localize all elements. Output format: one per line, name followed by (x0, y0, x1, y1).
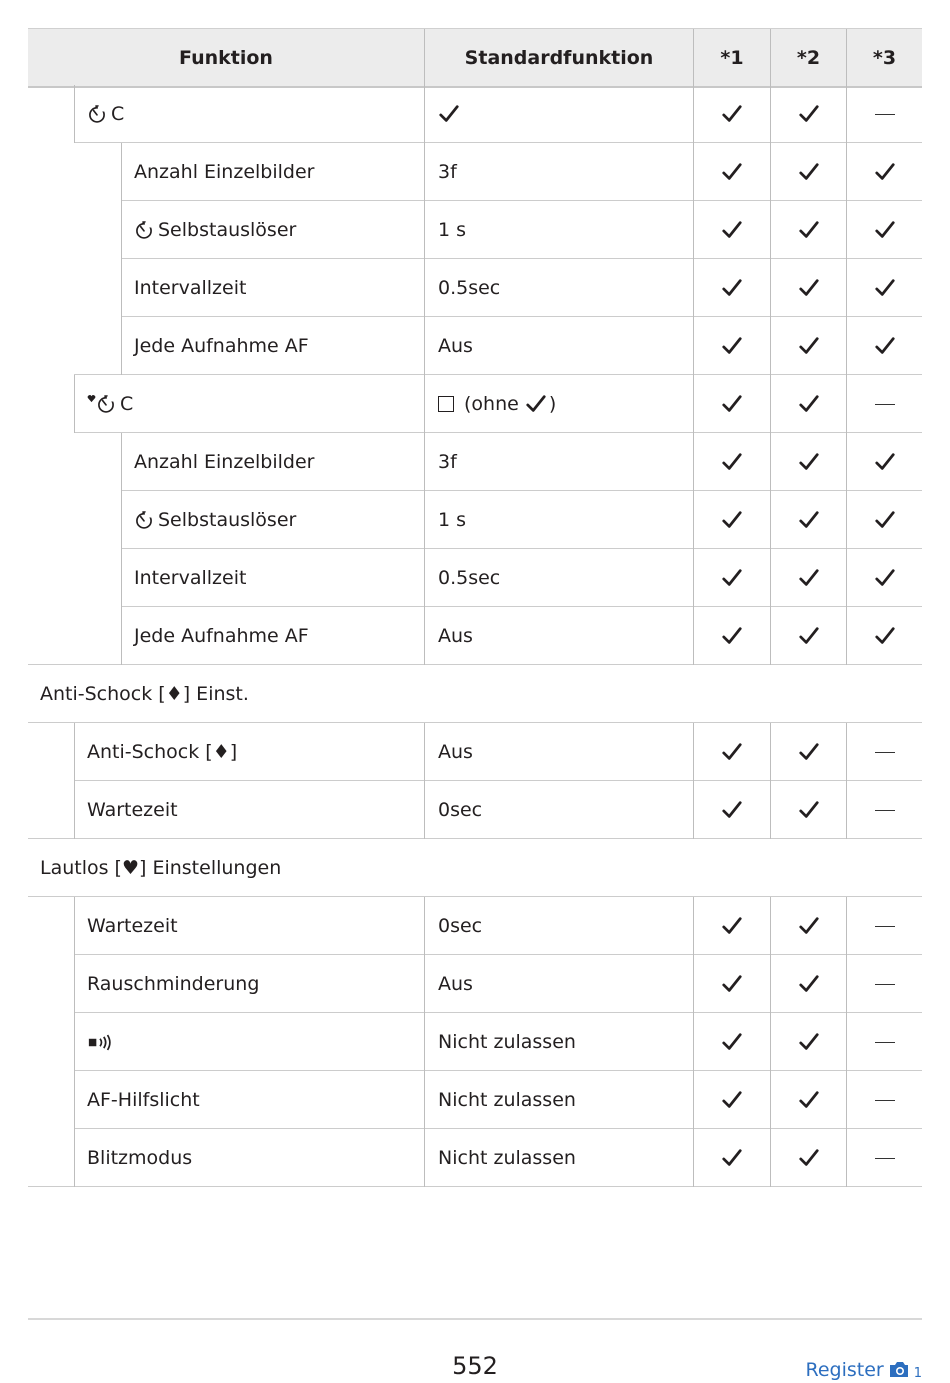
check-icon (798, 1089, 820, 1111)
mark-cell-c1 (693, 375, 770, 433)
timer-icon (134, 510, 158, 530)
check-icon (798, 509, 820, 531)
check-icon (874, 567, 896, 589)
header-col1: *1 (693, 29, 770, 86)
function-label: Lautlos [♥] Einstellungen (40, 857, 282, 879)
check-icon (721, 625, 743, 647)
default-value-cell (424, 85, 693, 143)
function-cell (74, 1071, 424, 1129)
check-icon (874, 161, 896, 183)
mark-cell-c1 (693, 955, 770, 1013)
check-icon (721, 973, 743, 995)
mark-cell-c2 (770, 955, 846, 1013)
mark-cell-c3 (846, 433, 922, 491)
default-value: Nicht zulassen (438, 1031, 576, 1053)
table-row (28, 549, 922, 607)
default-value-cell (424, 955, 693, 1013)
mark-cell-c1 (693, 433, 770, 491)
mark-cell-c2 (770, 143, 846, 201)
check-icon (798, 973, 820, 995)
function-label: Selbstauslöser (158, 509, 297, 531)
section-row (28, 665, 922, 723)
table-row (28, 1071, 922, 1129)
function-cell (74, 781, 424, 839)
check-icon (721, 1147, 743, 1169)
camera-menu-icon (888, 1360, 914, 1380)
check-icon (874, 451, 896, 473)
mark-cell-c2 (770, 1013, 846, 1071)
function-cell (121, 201, 424, 259)
dash-mark (875, 1158, 895, 1159)
table-row (28, 433, 922, 491)
table-row (28, 1129, 922, 1187)
check-icon (798, 915, 820, 937)
default-value: 0sec (438, 799, 483, 821)
default-value-cell (424, 549, 693, 607)
dash-mark (875, 404, 895, 405)
check-icon (721, 741, 743, 763)
mark-cell-c2 (770, 781, 846, 839)
mark-cell-c2 (770, 259, 846, 317)
function-label: Selbstauslöser (158, 219, 297, 241)
function-cell (121, 143, 424, 201)
check-icon (721, 567, 743, 589)
dash-mark (875, 114, 895, 115)
mark-cell-c3 (846, 143, 922, 201)
table-row (28, 259, 922, 317)
mark-cell-c3 (846, 781, 922, 839)
function-cell (121, 607, 424, 665)
check-icon (798, 219, 820, 241)
check-icon (721, 799, 743, 821)
mark-cell-c1 (693, 549, 770, 607)
default-value-cell (424, 1013, 693, 1071)
register-label: Register (805, 1358, 884, 1381)
mark-cell-c2 (770, 723, 846, 781)
mark-cell-c2 (770, 317, 846, 375)
mark-cell-c2 (770, 1129, 846, 1187)
table-row (28, 607, 922, 665)
check-icon (798, 799, 820, 821)
dash-mark (875, 810, 895, 811)
header-col3: *3 (846, 29, 922, 86)
table-row (28, 955, 922, 1013)
default-value: 0.5sec (438, 277, 501, 299)
check-icon (798, 567, 820, 589)
mark-cell-c2 (770, 549, 846, 607)
function-cell (74, 1129, 424, 1187)
function-label: Intervallzeit (134, 567, 247, 589)
default-value-cell (424, 433, 693, 491)
speaker-icon (87, 1033, 115, 1052)
table-row (28, 143, 922, 201)
mark-cell-c3 (846, 1013, 922, 1071)
default-value-cell (424, 607, 693, 665)
table-row (28, 1013, 922, 1071)
mark-cell-c1 (693, 1013, 770, 1071)
default-value: 0sec (438, 915, 483, 937)
check-icon (874, 277, 896, 299)
mark-cell-c1 (693, 723, 770, 781)
default-value-cell (424, 781, 693, 839)
function-label: Anti-Schock [♦] Einst. (40, 683, 249, 705)
mark-cell-c3 (846, 1071, 922, 1129)
function-cell (74, 1013, 424, 1071)
mark-cell-c2 (770, 433, 846, 491)
header-standard: Standardfunktion (424, 29, 693, 86)
default-value-cell (424, 317, 693, 375)
check-icon (721, 219, 743, 241)
mark-cell-c1 (693, 897, 770, 955)
function-label: C (120, 393, 134, 415)
header-funktion: Funktion (179, 46, 273, 69)
default-value-cell (424, 897, 693, 955)
mark-cell-c2 (770, 607, 846, 665)
default-value: Aus (438, 741, 473, 763)
check-icon (874, 509, 896, 531)
function-label: Wartezeit (87, 799, 178, 821)
check-icon (874, 625, 896, 647)
function-cell (74, 723, 424, 781)
mark-cell-c1 (693, 201, 770, 259)
footer-divider (28, 1318, 922, 1320)
default-value-cell (424, 1071, 693, 1129)
header-col2: *2 (770, 29, 846, 86)
check-icon (798, 1031, 820, 1053)
mark-cell-c3 (846, 375, 922, 433)
table-row (28, 201, 922, 259)
default-value: 3f (438, 161, 457, 183)
function-cell (28, 665, 922, 723)
function-label: Anzahl Einzelbilder (134, 451, 315, 473)
function-label: Blitzmodus (87, 1147, 193, 1169)
function-label: Anzahl Einzelbilder (134, 161, 315, 183)
function-cell (121, 491, 424, 549)
function-label: Intervallzeit (134, 277, 247, 299)
mark-cell-c1 (693, 143, 770, 201)
function-cell (28, 839, 922, 897)
function-cell (121, 549, 424, 607)
default-value-cell (424, 491, 693, 549)
function-cell (121, 259, 424, 317)
check-icon (721, 915, 743, 937)
mark-cell-c1 (693, 1129, 770, 1187)
check-icon (798, 277, 820, 299)
mark-cell-c1 (693, 317, 770, 375)
table-header (28, 28, 922, 88)
checkbox-square-icon (438, 396, 454, 412)
function-cell (121, 433, 424, 491)
mark-cell-c3 (846, 955, 922, 1013)
mark-cell-c2 (770, 897, 846, 955)
default-value: Aus (438, 625, 473, 647)
function-label: AF-Hilfslicht (87, 1089, 200, 1111)
mark-cell-c1 (693, 1071, 770, 1129)
silent-timer-icon (87, 394, 120, 414)
table-row (28, 723, 922, 781)
table-row (28, 781, 922, 839)
default-value: Nicht zulassen (438, 1147, 576, 1169)
default-value-cell (424, 723, 693, 781)
mark-cell-c3 (846, 723, 922, 781)
mark-cell-c3 (846, 317, 922, 375)
function-label: Anti-Schock [♦] (87, 741, 238, 763)
dash-mark (875, 1042, 895, 1043)
default-value: 1 s (438, 219, 467, 241)
mark-cell-c3 (846, 491, 922, 549)
timer-icon (87, 104, 111, 124)
default-value-cell (424, 259, 693, 317)
mark-cell-c1 (693, 259, 770, 317)
check-icon (798, 103, 820, 125)
table-row (28, 491, 922, 549)
mark-cell-c3 (846, 607, 922, 665)
mark-cell-c1 (693, 607, 770, 665)
mark-cell-c2 (770, 375, 846, 433)
check-icon (721, 277, 743, 299)
check-icon (721, 1089, 743, 1111)
page-number: 552 (452, 1352, 498, 1380)
default-value: 0.5sec (438, 567, 501, 589)
check-icon (721, 103, 743, 125)
dash-mark (875, 752, 895, 753)
dash-mark (875, 1100, 895, 1101)
dash-mark (875, 984, 895, 985)
default-value-suffix: ) (548, 393, 557, 415)
check-icon (798, 741, 820, 763)
check-icon (721, 451, 743, 473)
mark-cell-c2 (770, 491, 846, 549)
function-label: Rauschminderung (87, 973, 260, 995)
default-value: Aus (438, 335, 473, 357)
default-value: Aus (438, 973, 473, 995)
default-value: Nicht zulassen (438, 1089, 576, 1111)
default-value: 1 s (438, 509, 467, 531)
check-icon (798, 161, 820, 183)
check-icon (525, 393, 547, 415)
register-icon-index: 1 (913, 1366, 922, 1381)
function-cell (74, 375, 424, 433)
check-icon (798, 451, 820, 473)
mark-cell-c3 (846, 259, 922, 317)
check-icon (438, 103, 460, 125)
mark-cell-c2 (770, 1071, 846, 1129)
table-row (28, 897, 922, 955)
register-link[interactable] (805, 1358, 922, 1381)
table-row (28, 85, 922, 143)
function-label: Jede Aufnahme AF (134, 625, 309, 647)
mark-cell-c1 (693, 85, 770, 143)
dash-mark (875, 926, 895, 927)
mark-cell-c1 (693, 491, 770, 549)
check-icon (798, 625, 820, 647)
default-value-cell (424, 201, 693, 259)
mark-cell-c3 (846, 201, 922, 259)
function-cell (74, 85, 424, 143)
mark-cell-c2 (770, 85, 846, 143)
function-label: C (111, 103, 125, 125)
check-icon (874, 219, 896, 241)
mark-cell-c3 (846, 1129, 922, 1187)
check-icon (721, 393, 743, 415)
check-icon (798, 393, 820, 415)
table-row (28, 375, 922, 433)
default-value-cell (424, 1129, 693, 1187)
check-icon (874, 335, 896, 357)
check-icon (721, 335, 743, 357)
check-icon (798, 1147, 820, 1169)
timer-icon (134, 220, 158, 240)
mark-cell-c3 (846, 549, 922, 607)
check-icon (721, 1031, 743, 1053)
function-cell (74, 955, 424, 1013)
check-icon (798, 335, 820, 357)
mark-cell-c1 (693, 781, 770, 839)
function-label: Jede Aufnahme AF (134, 335, 309, 357)
mark-cell-c3 (846, 897, 922, 955)
check-icon (721, 161, 743, 183)
default-value-cell (424, 375, 693, 433)
default-value-cell (424, 143, 693, 201)
mark-cell-c2 (770, 201, 846, 259)
default-value: (ohne (464, 393, 519, 415)
mark-cell-c3 (846, 85, 922, 143)
function-label: Wartezeit (87, 915, 178, 937)
check-icon (721, 509, 743, 531)
default-value: 3f (438, 451, 457, 473)
table-row (28, 317, 922, 375)
section-row (28, 839, 922, 897)
function-cell (121, 317, 424, 375)
function-cell (74, 897, 424, 955)
